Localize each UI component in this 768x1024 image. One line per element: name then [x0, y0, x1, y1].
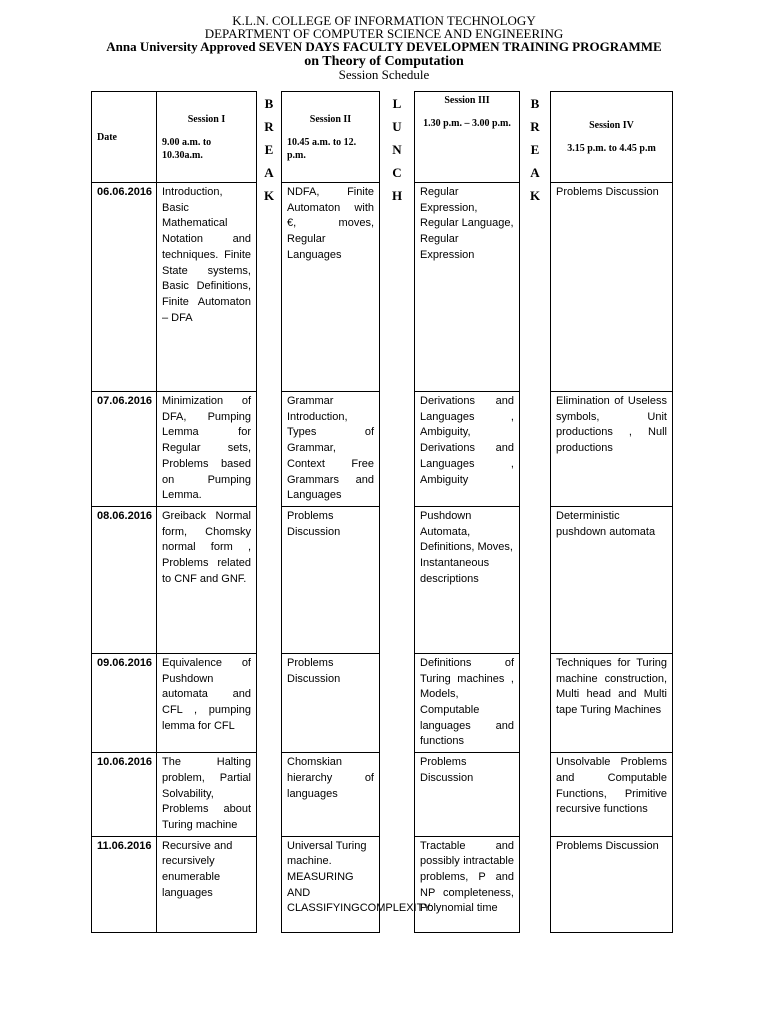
- session-3-cell: Definitions of Turing machines , Models, Computable languages and functions: [415, 653, 520, 752]
- session-3-header: Session III 1.30 p.m. – 3.00 p.m.: [415, 92, 520, 183]
- document-header: [0, 14, 768, 81]
- session-2-cell: Grammar Introduction, Types of Grammar, Context Free Grammars and Languages: [282, 392, 380, 507]
- lunch-column: L U N C H: [380, 92, 415, 933]
- session-3-cell: Pushdown Automata, Definitions, Moves, Instantaneous descriptions: [415, 506, 520, 653]
- session-2-cell: NDFA, Finite Automaton with €, moves, Regular Languages: [282, 183, 380, 392]
- session-2-cell: Problems Discussion: [282, 506, 380, 653]
- session-3-cell: Tractable and possibly intractable problems, P and NP completeness, Polynomial time: [415, 836, 520, 932]
- session-3-cell: Derivations and Languages , Ambiguity, Derivations and Languages , Ambiguity: [415, 392, 520, 507]
- session-4-cell: Problems Discussion: [551, 836, 673, 932]
- row-date: 07.06.2016: [92, 392, 157, 507]
- session-2-cell: Problems Discussion: [282, 653, 380, 752]
- session-1-cell: Minimization of DFA, Pumping Lemma for Regular sets, Problems based on Pumping Lemma.: [157, 392, 257, 507]
- session-2-cell: Universal Turing machine. MEASURING AND CLASSIFYINGCOMPLEXITY:: [282, 836, 380, 932]
- college-name: K.L.N. COLLEGE OF INFORMATION TECHNOLOGY: [232, 13, 536, 28]
- session-4-cell: Unsolvable Problems and Computable Functions, Primitive recursive functions: [551, 753, 673, 837]
- session-schedule-table: [91, 91, 673, 933]
- schedule-title: Session Schedule: [338, 67, 430, 82]
- session-1-cell: Introduction, Basic Mathematical Notation and techniques. Finite State systems, Basic Definitions, Finite Automaton – DFA: [157, 183, 257, 392]
- session-1-cell: Equivalence of Pushdown automata and CFL , pumping lemma for CFL: [157, 653, 257, 752]
- subject-title: on Theory of Computation: [304, 54, 464, 69]
- session-4-header: Session IV 3.15 p.m. to 4.45 p.m: [551, 92, 673, 183]
- afternoon-break-column: B R E A K: [520, 92, 551, 933]
- session-3-cell: Problems Discussion: [415, 753, 520, 837]
- session-4-cell: Problems Discussion: [551, 183, 673, 392]
- session-4-cell: Deterministic pushdown automata: [551, 506, 673, 653]
- session-1-cell: Greiback Normal form, Chomsky normal form , Problems related to CNF and GNF.: [157, 506, 257, 653]
- session-3-cell: Regular Expression, Regular Language, Regular Expression: [415, 183, 520, 392]
- morning-break-column: B R E A K: [257, 92, 282, 933]
- session-1-header: Session I 9.00 a.m. to 10.30a.m.: [157, 92, 257, 183]
- session-1-cell: The Halting problem, Partial Solvability, Problems about Turing machine: [157, 753, 257, 837]
- date-header: Date: [92, 92, 157, 183]
- row-date: 08.06.2016: [92, 506, 157, 653]
- row-date: 09.06.2016: [92, 653, 157, 752]
- row-date: 11.06.2016: [92, 836, 157, 932]
- row-date: 06.06.2016: [92, 183, 157, 392]
- header-row: [92, 92, 673, 183]
- session-2-header: Session II 10.45 a.m. to 12. p.m.: [282, 92, 380, 183]
- session-4-cell: Techniques for Turing machine construction, Multi head and Multi tape Turing Machines: [551, 653, 673, 752]
- programme-title: Anna University Approved SEVEN DAYS FACULTY DEVELOPMEN TRAINING PROGRAMME: [106, 39, 662, 54]
- session-4-cell: Elimination of Useless symbols, Unit productions , Null productions: [551, 392, 673, 507]
- session-2-cell: Chomskian hierarchy of languages: [282, 753, 380, 837]
- department-name: DEPARTMENT OF COMPUTER SCIENCE AND ENGINEERING: [204, 26, 564, 41]
- row-date: 10.06.2016: [92, 753, 157, 837]
- session-1-cell: Recursive and recursively enumerable languages: [157, 836, 257, 932]
